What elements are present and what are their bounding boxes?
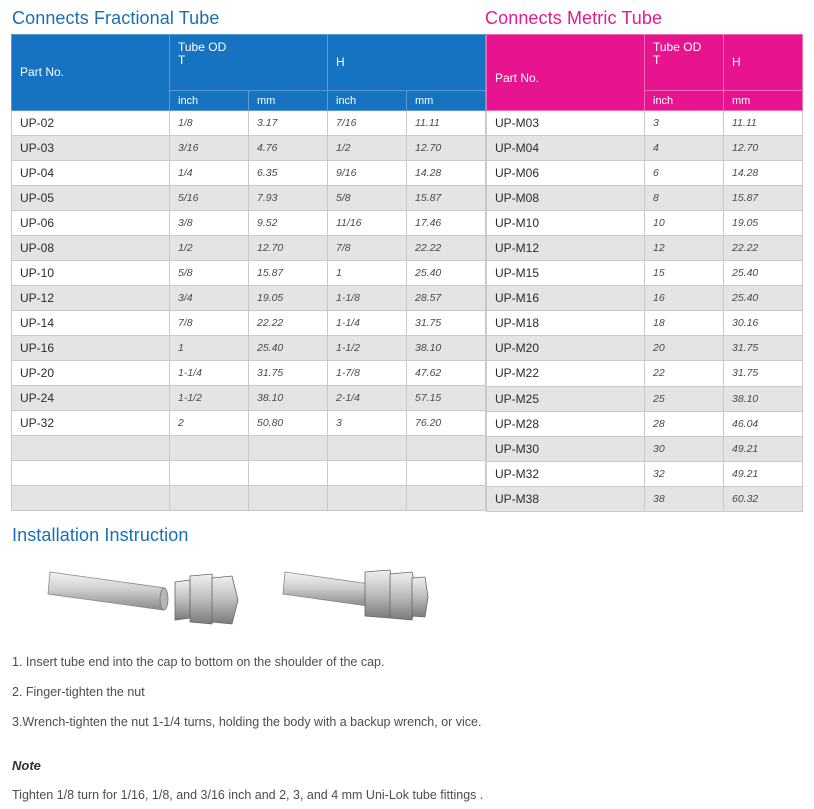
tube-od-inch-cell: 7/8 — [170, 311, 249, 336]
part-number-cell — [12, 436, 170, 461]
tube-od-mm-cell: 31.75 — [249, 361, 328, 386]
h-mm-cell: 31.75 — [407, 311, 486, 336]
tube-od-cell: 20 — [645, 336, 724, 361]
tube-od-mm-cell: 9.52 — [249, 211, 328, 236]
header-t-inch: inch — [170, 91, 249, 111]
h-inch-cell: 1 — [328, 261, 407, 286]
table-row — [12, 286, 486, 311]
h-cell: 60.32 — [724, 486, 803, 511]
table-row — [12, 136, 486, 161]
tube-od-inch-cell: 5/16 — [170, 186, 249, 211]
tube-od-mm-cell: 4.76 — [249, 136, 328, 161]
tube-od-inch-cell: 1/8 — [170, 111, 249, 136]
part-number-cell: UP-12 — [12, 286, 170, 311]
part-number-cell: UP-24 — [12, 386, 170, 411]
part-number-cell: UP-M16 — [487, 286, 645, 311]
tube-od-cell: 28 — [645, 411, 724, 436]
tube-od-mm-cell: 15.87 — [249, 261, 328, 286]
install-step-3: 3.Wrench-tighten the nut 1-1/4 turns, holding the body with a backup wrench, or vice. — [12, 715, 482, 729]
h-cell: 31.75 — [724, 361, 803, 386]
table-row — [487, 386, 803, 411]
table-row — [12, 161, 486, 186]
table-row — [487, 461, 803, 486]
table-row — [12, 261, 486, 286]
header-tube-od-label: Tube OD — [653, 40, 702, 54]
table-row — [487, 236, 803, 261]
h-inch-cell — [328, 436, 407, 461]
tube-od-cell: 38 — [645, 486, 724, 511]
fractional-table-title: Connects Fractional Tube — [12, 8, 220, 28]
tube-od-mm-cell: 19.05 — [249, 286, 328, 311]
h-inch-cell: 1/2 — [328, 136, 407, 161]
header-t-unit: inch — [645, 91, 724, 111]
h-mm-cell: 22.22 — [407, 236, 486, 261]
part-number-cell: UP-20 — [12, 361, 170, 386]
tube-od-cell: 8 — [645, 186, 724, 211]
h-inch-cell: 7/16 — [328, 111, 407, 136]
tube-od-inch-cell — [170, 436, 249, 461]
h-cell: 14.28 — [724, 161, 803, 186]
h-inch-cell: 1-1/2 — [328, 336, 407, 361]
tube-od-inch-cell: 1/4 — [170, 161, 249, 186]
table-row — [487, 486, 803, 511]
part-number-cell — [12, 486, 170, 511]
table-row — [487, 286, 803, 311]
part-number-cell: UP-M12 — [487, 236, 645, 261]
h-inch-cell: 9/16 — [328, 161, 407, 186]
table-row — [487, 336, 803, 361]
part-number-cell: UP-10 — [12, 261, 170, 286]
table-row — [12, 411, 486, 436]
table-row — [487, 111, 803, 136]
h-cell: 15.87 — [724, 186, 803, 211]
part-number-cell: UP-M18 — [487, 311, 645, 336]
header-h: H — [328, 35, 486, 91]
tube-od-mm-cell: 22.22 — [249, 311, 328, 336]
table-row — [12, 236, 486, 261]
table-row — [12, 436, 486, 461]
table-row — [12, 186, 486, 211]
h-cell: 49.21 — [724, 436, 803, 461]
header-h: H — [724, 35, 803, 91]
table-row — [487, 361, 803, 386]
install-step-2: 2. Finger-tighten the nut — [12, 685, 145, 699]
h-cell: 19.05 — [724, 211, 803, 236]
table-row — [12, 361, 486, 386]
fractional-tube-table — [11, 34, 486, 511]
table-row — [487, 311, 803, 336]
tube-od-mm-cell: 7.93 — [249, 186, 328, 211]
h-inch-cell: 2-1/4 — [328, 386, 407, 411]
h-cell: 22.22 — [724, 236, 803, 261]
part-number-cell: UP-03 — [12, 136, 170, 161]
tube-od-cell: 15 — [645, 261, 724, 286]
h-mm-cell: 25.40 — [407, 261, 486, 286]
h-cell: 30.16 — [724, 311, 803, 336]
h-mm-cell: 15.87 — [407, 186, 486, 211]
table-row — [12, 461, 486, 486]
tube-od-inch-cell: 1 — [170, 336, 249, 361]
header-tube-od — [170, 35, 328, 91]
h-mm-cell: 57.15 — [407, 386, 486, 411]
tube-od-mm-cell: 12.70 — [249, 236, 328, 261]
part-number-cell: UP-08 — [12, 236, 170, 261]
fitting-illustration — [40, 560, 440, 640]
h-inch-cell: 1-7/8 — [328, 361, 407, 386]
part-number-cell: UP-06 — [12, 211, 170, 236]
tube-od-cell: 25 — [645, 386, 724, 411]
part-number-cell: UP-M06 — [487, 161, 645, 186]
metric-table-title: Connects Metric Tube — [485, 8, 663, 28]
tube-od-cell: 22 — [645, 361, 724, 386]
header-part-no: Part No. — [12, 35, 170, 111]
part-number-cell: UP-M32 — [487, 461, 645, 486]
tube-od-cell: 10 — [645, 211, 724, 236]
h-mm-cell — [407, 486, 486, 511]
part-number-cell: UP-02 — [12, 111, 170, 136]
h-inch-cell: 5/8 — [328, 186, 407, 211]
table-row — [487, 411, 803, 436]
table-row — [12, 211, 486, 236]
tube-od-mm-cell: 6.35 — [249, 161, 328, 186]
h-inch-cell: 11/16 — [328, 211, 407, 236]
part-number-cell: UP-32 — [12, 411, 170, 436]
part-number-cell: UP-M38 — [487, 486, 645, 511]
tube-od-cell: 16 — [645, 286, 724, 311]
tube-od-mm-cell — [249, 486, 328, 511]
part-number-cell: UP-M03 — [487, 111, 645, 136]
tube-od-inch-cell: 3/4 — [170, 286, 249, 311]
tube-od-cell: 3 — [645, 111, 724, 136]
part-number-cell — [12, 461, 170, 486]
tube-od-mm-cell — [249, 461, 328, 486]
h-cell: 46.04 — [724, 411, 803, 436]
tube-od-cell: 12 — [645, 236, 724, 261]
h-cell: 25.40 — [724, 261, 803, 286]
tube-od-mm-cell — [249, 436, 328, 461]
table-row — [12, 386, 486, 411]
tube-od-cell: 18 — [645, 311, 724, 336]
part-number-cell: UP-M22 — [487, 361, 645, 386]
tube-od-inch-cell: 3/16 — [170, 136, 249, 161]
part-number-cell: UP-M15 — [487, 261, 645, 286]
h-inch-cell: 7/8 — [328, 236, 407, 261]
header-h-mm: mm — [407, 91, 486, 111]
tube-separate-icon — [48, 572, 168, 610]
tube-od-inch-cell: 5/8 — [170, 261, 249, 286]
h-inch-cell — [328, 461, 407, 486]
table-row — [487, 186, 803, 211]
part-number-cell: UP-M25 — [487, 386, 645, 411]
header-tube-od-symbol: T — [178, 53, 186, 67]
header-h-unit: mm — [724, 91, 803, 111]
part-number-cell: UP-M04 — [487, 136, 645, 161]
tube-od-mm-cell: 25.40 — [249, 336, 328, 361]
tube-od-inch-cell: 2 — [170, 411, 249, 436]
tube-od-cell: 30 — [645, 436, 724, 461]
part-number-cell: UP-M08 — [487, 186, 645, 211]
note-text: Tighten 1/8 turn for 1/16, 1/8, and 3/16 inch and 2, 3, and 4 mm Uni-Lok tube fittings . — [12, 788, 484, 802]
h-cell: 49.21 — [724, 461, 803, 486]
part-number-cell: UP-M10 — [487, 211, 645, 236]
installation-title: Installation Instruction — [12, 525, 189, 545]
h-mm-cell: 47.62 — [407, 361, 486, 386]
h-cell: 25.40 — [724, 286, 803, 311]
h-mm-cell: 12.70 — [407, 136, 486, 161]
table-row — [12, 336, 486, 361]
part-number-cell: UP-05 — [12, 186, 170, 211]
tube-od-inch-cell: 1-1/4 — [170, 361, 249, 386]
tube-od-mm-cell: 3.17 — [249, 111, 328, 136]
table-row — [487, 211, 803, 236]
h-mm-cell — [407, 461, 486, 486]
table-row — [487, 261, 803, 286]
tube-od-inch-cell — [170, 486, 249, 511]
tube-od-cell: 6 — [645, 161, 724, 186]
table-row — [12, 311, 486, 336]
table-row — [12, 111, 486, 136]
h-mm-cell: 28.57 — [407, 286, 486, 311]
tube-od-inch-cell: 1-1/2 — [170, 386, 249, 411]
h-mm-cell: 14.28 — [407, 161, 486, 186]
tube-od-cell: 4 — [645, 136, 724, 161]
header-tube-od — [645, 35, 724, 91]
table-row — [12, 486, 486, 511]
tube-od-mm-cell: 38.10 — [249, 386, 328, 411]
h-inch-cell: 1-1/8 — [328, 286, 407, 311]
header-tube-od-symbol: T — [653, 53, 661, 67]
h-mm-cell: 11.11 — [407, 111, 486, 136]
part-number-cell: UP-M28 — [487, 411, 645, 436]
header-part-no: Part No. — [487, 35, 645, 111]
h-mm-cell: 76.20 — [407, 411, 486, 436]
header-t-mm: mm — [249, 91, 328, 111]
note-label: Note — [12, 758, 41, 773]
h-cell: 38.10 — [724, 386, 803, 411]
h-cell: 12.70 — [724, 136, 803, 161]
header-tube-od-label: Tube OD — [178, 40, 227, 54]
part-number-cell: UP-16 — [12, 336, 170, 361]
tube-od-inch-cell — [170, 461, 249, 486]
h-mm-cell: 38.10 — [407, 336, 486, 361]
cap-assembled-icon — [365, 570, 428, 620]
h-cell: 31.75 — [724, 336, 803, 361]
h-inch-cell: 3 — [328, 411, 407, 436]
tube-od-inch-cell: 3/8 — [170, 211, 249, 236]
table-row — [487, 161, 803, 186]
header-h-inch: inch — [328, 91, 407, 111]
tube-assembled-icon — [283, 572, 370, 606]
h-mm-cell: 17.46 — [407, 211, 486, 236]
cap-separate-icon — [175, 574, 238, 624]
table-row — [487, 136, 803, 161]
tube-od-cell: 32 — [645, 461, 724, 486]
install-step-1: 1. Insert tube end into the cap to bottom on the shoulder of the cap. — [12, 655, 385, 669]
tube-od-mm-cell: 50.80 — [249, 411, 328, 436]
h-cell: 11.11 — [724, 111, 803, 136]
table-row — [487, 436, 803, 461]
part-number-cell: UP-14 — [12, 311, 170, 336]
tube-od-inch-cell: 1/2 — [170, 236, 249, 261]
part-number-cell: UP-04 — [12, 161, 170, 186]
metric-tube-table — [486, 34, 803, 512]
h-inch-cell — [328, 486, 407, 511]
h-inch-cell: 1-1/4 — [328, 311, 407, 336]
part-number-cell: UP-M30 — [487, 436, 645, 461]
part-number-cell: UP-M20 — [487, 336, 645, 361]
h-mm-cell — [407, 436, 486, 461]
